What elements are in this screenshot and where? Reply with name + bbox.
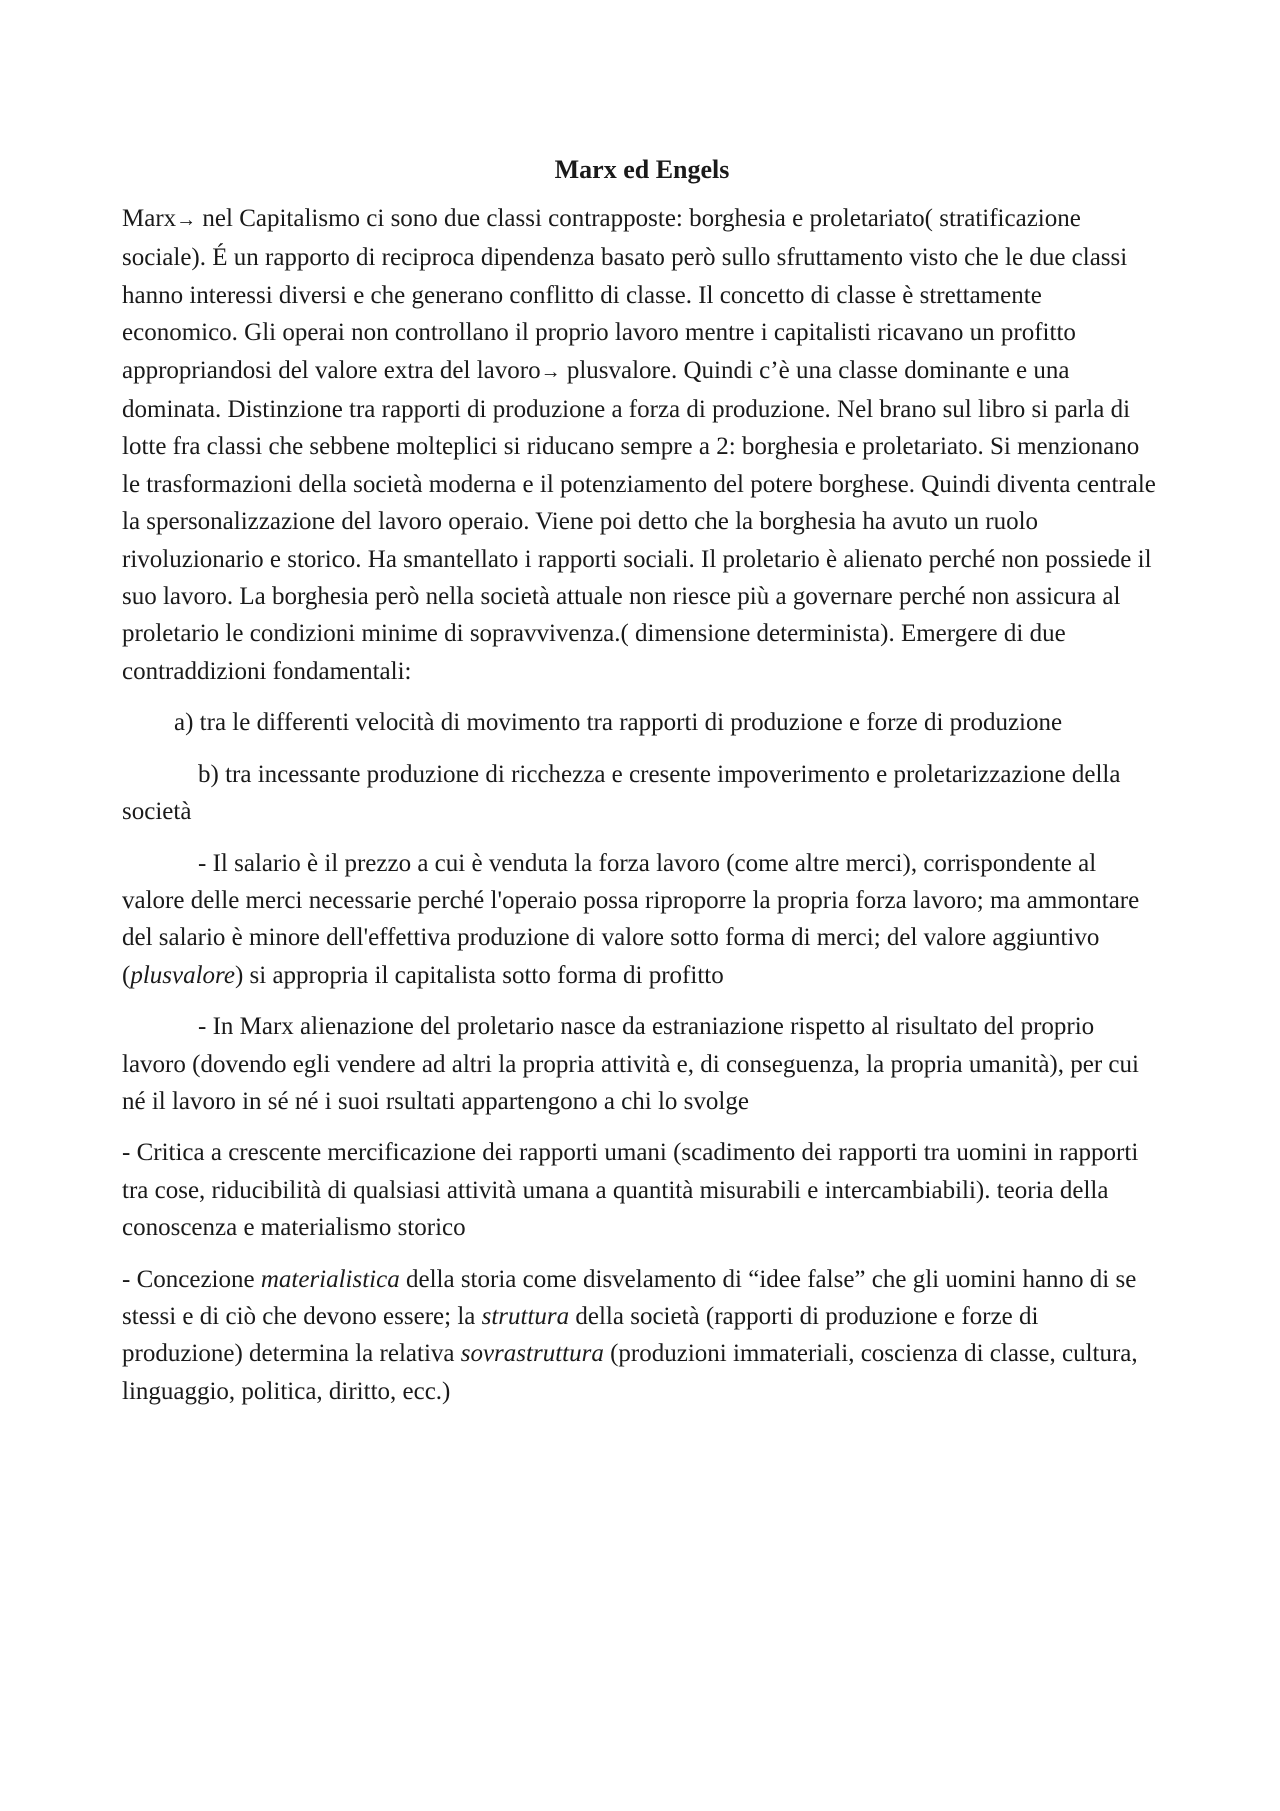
concezione-text-c: della società (rapporti di produzione e forze di produzione) determina la relativa	[122, 1302, 1039, 1368]
intro-text-middle: nel Capitalismo ci sono due classi contrapposte: borghesia e proletariato( stratificazione sociale). É un rapporto di reciproca dipendenza basato però sullo sfruttamento visto che le due classi hanno interessi diversi e che generano conflitto di classe. Il concetto di classe è strettamente economico. Gli operai non controllano il proprio lavoro mentre i capitalisti ricavano un profitto appropriandosi del valore extra del lavoro	[122, 205, 1128, 384]
document-title: Marx ed Engels	[554, 155, 730, 184]
concezione-paragraph	[122, 1261, 1162, 1411]
arrow-icon: →	[540, 360, 561, 383]
arrow-icon: →	[176, 209, 197, 231]
intro-text-start: Marx	[122, 205, 177, 232]
document-page	[122, 150, 1162, 1424]
salario-text-b: ) si appropria il capitalista sotto forma di profitto	[234, 961, 724, 989]
plusvalore-term: plusvalore	[130, 961, 235, 989]
salario-paragraph	[122, 845, 1162, 995]
critica-paragraph: - Critica a crescente mercificazione dei rapporti umani (scadimento dei rapporti tra uomini in rapporti tra cose, riducibilità di qualsiasi attività umana a quantità misurabili e intercambiabili). teoria della conoscenza e materialismo storico	[122, 1139, 1139, 1242]
contradiction-b: b) tra incessante produzione di ricchezza e cresente impoverimento e proletarizzazione della società	[122, 760, 1146, 826]
concezione-text-a: - Concezione	[122, 1265, 261, 1293]
salario-text-a: - Il salario è il prezzo a cui è venduta la forza lavoro (come altre merci), corrispondente al valore delle merci necessarie perché l'operaio possa riproporre la propria forza lavoro; ma ammontare del salario è minore dell'effettiva produzione di valore sotto forma di merci; del valore aggiuntivo (	[122, 849, 1140, 989]
concezione-text-b: della storia come disvelamento di “idee false” che gli uomini hanno di se stessi e di ciò che devono essere; la	[122, 1265, 1137, 1330]
intro-text-end: plusvalore. Quindi c’è una classe dominante e una dominata. Distinzione tra rapporti di produzione a forza di produzione. Nel brano sul libro si parla di lotte fra classi che sebbene molteplici si riducano sempre a 2: borghesia e proletariato. Si menzionano le trasformazioni della società moderna e il potenziamento del potere borghese. Quindi diventa centrale la spersonalizzazione del lavoro operaio. Viene poi detto che la borghesia ha avuto un ruolo rivoluzionario e storico. Ha smantellato i rapporti sociali. Il proletario è alienato perché non possiede il suo lavoro. La borghesia però nella società attuale non riesce più a governare perché non assicura al proletario le condizioni minime di sopravvivenza.( dimensione determinista). Emergere di due contraddizioni fondamentali:	[122, 356, 1156, 685]
contradiction-a: a) tra le differenti velocità di movimento tra rapporti di produzione e forze di produzione	[174, 709, 1063, 737]
struttura-term: struttura	[481, 1302, 570, 1330]
concezione-text-d: (produzioni immateriali, coscienza di classe, cultura, linguaggio, politica, diritto, ecc.)	[122, 1340, 1138, 1405]
materialistica-term: materialistica	[260, 1265, 400, 1293]
alienazione-paragraph: - In Marx alienazione del proletario nasce da estraniazione rispetto al risultato del proprio lavoro (dovendo egli vendere ad altri la propria attività e, di conseguenza, la propria umanità), per cui né il lavoro in sé né i suoi rsultati appartengono a chi lo svolge	[122, 1013, 1139, 1115]
sovrastruttura-term: sovrastruttura	[460, 1340, 604, 1368]
intro-paragraph	[122, 200, 1162, 690]
